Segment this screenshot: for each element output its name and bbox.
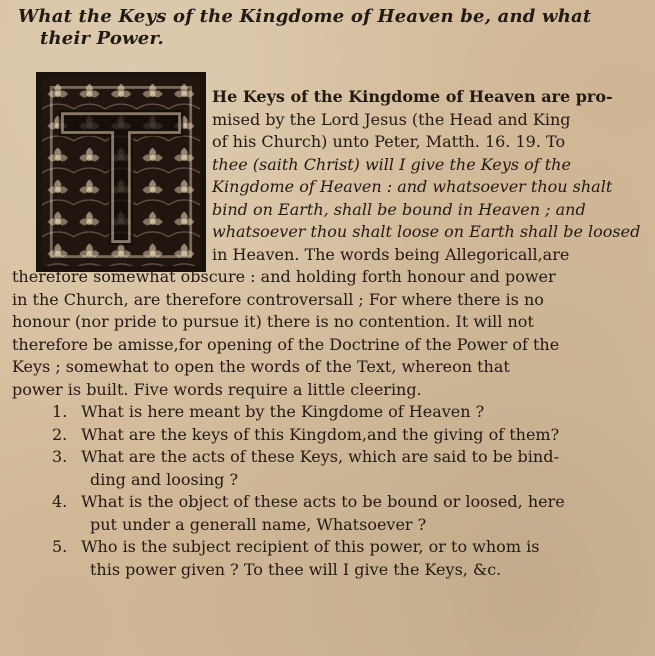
question-line <box>12 401 645 424</box>
paragraph-line: therefore somewhat obscure : and holding forth honour and power <box>12 267 556 286</box>
paragraph-line: in Heaven. The words being Allegoricall,are <box>212 244 570 264</box>
paragraph-line: of his Church) unto Peter, Matth. 16. 19. To <box>212 132 566 151</box>
section-heading <box>18 6 645 50</box>
paragraph-line: therefore be amisse,for opening of the Doctrine of the Power of the <box>12 334 560 354</box>
main-text <box>12 86 645 581</box>
question-line <box>12 491 645 514</box>
heading-line-1: What the Keys of the Kingdome of Heaven be, and what <box>18 6 592 27</box>
paragraph-line: thee (saith Christ) will I give the Keys of the <box>212 154 571 174</box>
paragraph-line: Keys ; somewhat to open the words of the Text, whereon that <box>12 357 510 376</box>
question-number: 3. <box>52 447 68 466</box>
question-continuation: this power given ? To thee will I give the Keys, &c. <box>90 559 502 579</box>
paragraph-line: whatsoever thou shalt loose on Earth shall be loosed <box>212 222 641 241</box>
question-number: 1. <box>52 402 68 421</box>
question-number: 5. <box>52 537 68 556</box>
heading-line-2: their Power. <box>40 28 164 49</box>
paragraph-line: He Keys of the Kingdome of Heaven are pro- <box>212 87 613 106</box>
question-text: What are the keys of this Kingdom,and the giving of them? <box>81 424 560 444</box>
paragraph-line: mised by the Lord Jesus (the Head and King <box>212 109 571 129</box>
question-text: What are the acts of these Keys, which are said to be bind- <box>81 447 559 466</box>
question-continuation: ding and loosing ? <box>90 469 239 489</box>
paragraph-line: in the Church, are therefore controversall ; For where there is no <box>12 289 544 309</box>
question-text: What is the object of these acts to be bound or loosed, here <box>81 492 565 511</box>
paragraph-line: honour (nor pride to pursue it) there is no contention. It will not <box>12 312 534 331</box>
paragraph-line: Kingdome of Heaven : and whatsoever thou shalt <box>212 177 613 196</box>
question-line <box>12 424 645 447</box>
question-text: Who is the subject recipient of this power, or to whom is <box>81 537 540 556</box>
question-continuation: put under a generall name, Whatsoever ? <box>90 514 427 534</box>
question-line <box>12 446 645 469</box>
question-line <box>12 536 645 559</box>
paragraph-line: bind on Earth, shall be bound in Heaven ; and <box>212 199 586 219</box>
question-number: 2. <box>52 424 68 444</box>
question-number: 4. <box>52 492 68 511</box>
paragraph-line: power is built. Five words require a little cleering. <box>12 379 422 399</box>
question-text: What is here meant by the Kingdome of Heaven ? <box>81 402 485 421</box>
